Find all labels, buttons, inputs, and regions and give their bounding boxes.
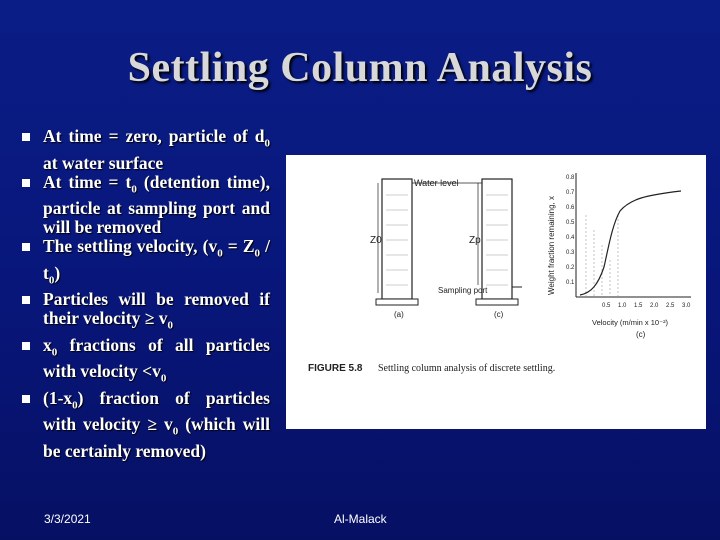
bullet-list: [22, 127, 270, 461]
ytick: 0.2: [566, 265, 575, 271]
bullet-item: At time = $t_0$ (detention time), particle at sampling port and will be removed: [22, 173, 270, 238]
sampling-port-label: Sampling port: [438, 286, 488, 295]
zp-label: Zp: [469, 235, 481, 246]
label-b-c: (c): [494, 310, 504, 319]
settling-column-b: [482, 179, 512, 299]
water-level-label: Water level: [414, 178, 459, 188]
settling-figure-svg: [286, 155, 706, 429]
xtick: 2.5: [666, 303, 675, 309]
ytick: 0.1: [566, 280, 575, 286]
z0-label: Z0: [370, 235, 382, 246]
settling-figure: [286, 155, 706, 429]
ytick: 0.5: [566, 220, 575, 226]
square-bullet-icon: [22, 133, 30, 141]
ytick: 0.6: [566, 205, 575, 211]
bullet-item: At time = zero, particle of $d_0$ at water surface: [22, 127, 270, 173]
square-bullet-icon: [22, 296, 30, 304]
xtick: 2.0: [650, 303, 659, 309]
ytick: 0.7: [566, 190, 575, 196]
ytick: 0.8: [566, 175, 575, 181]
column-b-base: [476, 299, 518, 305]
square-bullet-icon: [22, 243, 30, 251]
label-a: (a): [394, 310, 404, 319]
fraction-velocity-graph: [547, 173, 691, 339]
bullet-item: $x_0$ fractions of all particles with velocity $<v_0$: [22, 336, 270, 389]
square-bullet-icon: [22, 179, 30, 187]
column-a-base: [376, 299, 418, 305]
figure-caption: Settling column analysis of discrete settling.: [378, 363, 556, 374]
bullet-item: $(1-x_0)$ fraction of particles with velocity ≥ $v_0$ (which will be certainly removed): [22, 389, 270, 461]
graph-y-label: Weight fraction remaining, x: [547, 195, 556, 295]
settling-column-a: [382, 179, 412, 299]
bullet-item: The settling velocity, $(v_0 = Z_0 / t_0)$: [22, 237, 270, 290]
xtick: 1.0: [618, 303, 627, 309]
bullet-item: Particles will be removed if their velocity ≥ $v_0$: [22, 290, 270, 336]
xtick: 3.0: [682, 303, 691, 309]
xtick: 1.5: [634, 303, 643, 309]
footer-date: 3/3/2021: [44, 512, 91, 526]
slide-title: Settling Column Analysis: [127, 45, 593, 91]
label-graph-c: (c): [636, 330, 646, 339]
square-bullet-icon: [22, 395, 30, 403]
ytick: 0.4: [566, 235, 575, 241]
xtick: 0.5: [602, 303, 611, 309]
footer-author: Al-Malack: [334, 512, 387, 526]
figure-number: FIGURE 5.8: [308, 363, 363, 374]
square-bullet-icon: [22, 342, 30, 350]
fraction-curve: [580, 191, 681, 295]
ytick: 0.3: [566, 250, 575, 256]
graph-x-label: Velocity (m/min x 10⁻²): [592, 318, 669, 327]
